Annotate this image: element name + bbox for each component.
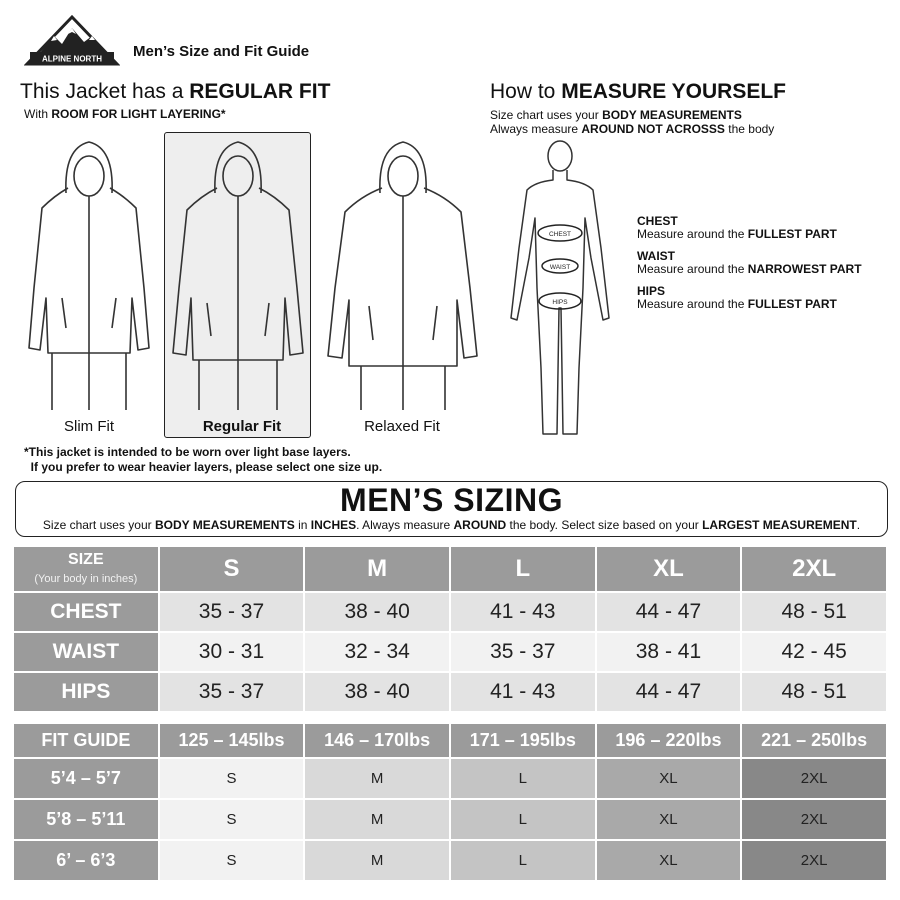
measure-instructions: Size chart uses your BODY MEASUREMENTS Always measure AROUND NOT ACROSSS the body xyxy=(490,108,775,136)
figure-label-chest: CHEST xyxy=(548,231,572,238)
measure-hips: HIPS Measure around the FULLEST PART xyxy=(637,284,837,311)
body-measurement-figure xyxy=(505,138,615,438)
table-cell: 38 - 41 xyxy=(597,633,741,671)
table-cell: 41 - 43 xyxy=(451,593,595,631)
relaxed-fit-jacket-icon xyxy=(325,138,480,413)
measure-heading: How to MEASURE YOURSELF xyxy=(490,80,787,103)
weight-header: 221 – 250lbs xyxy=(742,724,886,757)
alpine-north-logo xyxy=(24,14,120,68)
table-cell: L xyxy=(451,800,595,839)
fit-option-slim: Slim Fit xyxy=(64,418,114,435)
fit-option-relaxed: Relaxed Fit xyxy=(364,418,440,435)
fit-corner-header: FIT GUIDE xyxy=(14,724,158,757)
figure-label-hips: HIPS xyxy=(552,299,568,306)
table-cell: M xyxy=(305,841,449,880)
table-cell: XL xyxy=(597,841,741,880)
table-cell: S xyxy=(160,800,304,839)
table-cell: S xyxy=(160,841,304,880)
table-cell: 2XL xyxy=(742,841,886,880)
slim-fit-jacket-icon xyxy=(24,138,154,413)
weight-header: 146 – 170lbs xyxy=(305,724,449,757)
table-cell: 41 - 43 xyxy=(451,673,595,711)
table-cell: L xyxy=(451,841,595,880)
weight-header: 171 – 195lbs xyxy=(451,724,595,757)
table-cell: S xyxy=(160,759,304,798)
measure-waist: WAIST Measure around the NARROWEST PART xyxy=(637,249,862,276)
table-cell: 44 - 47 xyxy=(597,673,741,711)
fit-header-row xyxy=(14,724,886,757)
table-cell: 44 - 47 xyxy=(597,593,741,631)
table-row xyxy=(14,759,886,798)
layering-note: *This jacket is intended to be worn over light base layers. If you prefer to wear heavier layers, please select one size up. xyxy=(24,445,383,474)
size-header: XL xyxy=(597,547,741,591)
fit-guide-table xyxy=(12,722,888,882)
size-corner-header: SIZE (Your body in inches) xyxy=(14,547,158,591)
table-cell: 48 - 51 xyxy=(742,593,886,631)
figure-label-waist: WAIST xyxy=(549,264,571,271)
height-label: 5’8 – 5’11 xyxy=(14,800,158,839)
table-cell: 38 - 40 xyxy=(305,593,449,631)
table-cell: XL xyxy=(597,800,741,839)
size-header: 2XL xyxy=(742,547,886,591)
size-chart-table xyxy=(12,545,888,713)
logo-text: ALPINE NORTH xyxy=(42,54,102,64)
table-cell: L xyxy=(451,759,595,798)
table-cell: 32 - 34 xyxy=(305,633,449,671)
fit-subheading: With ROOM FOR LIGHT LAYERING* xyxy=(24,107,226,121)
table-cell: M xyxy=(305,759,449,798)
size-header: L xyxy=(451,547,595,591)
table-cell: 30 - 31 xyxy=(160,633,304,671)
table-row-waist xyxy=(14,633,886,671)
sizing-title: MEN’S SIZING xyxy=(340,482,563,518)
table-row xyxy=(14,841,886,880)
row-label-waist: WAIST xyxy=(14,633,158,671)
sizing-instructions: Size chart uses your BODY MEASUREMENTS in INCHES. Always measure AROUND the body. Select size based on your LARGEST MEASUREMENT. xyxy=(42,518,861,532)
measure-chest: CHEST Measure around the FULLEST PART xyxy=(637,214,837,241)
table-cell: 35 - 37 xyxy=(160,593,304,631)
row-label-chest: CHEST xyxy=(14,593,158,631)
regular-fit-jacket-icon xyxy=(171,138,306,413)
table-cell: 35 - 37 xyxy=(160,673,304,711)
height-label: 6’ – 6’3 xyxy=(14,841,158,880)
weight-header: 196 – 220lbs xyxy=(597,724,741,757)
table-cell: M xyxy=(305,800,449,839)
size-header-row xyxy=(14,547,886,591)
table-cell: 42 - 45 xyxy=(742,633,886,671)
table-row xyxy=(14,800,886,839)
table-row-hips xyxy=(14,673,886,711)
table-cell: 2XL xyxy=(742,759,886,798)
fit-option-regular: Regular Fit xyxy=(202,418,282,435)
table-cell: 2XL xyxy=(742,800,886,839)
sizing-banner xyxy=(15,481,888,537)
fit-heading: This Jacket has a REGULAR FIT xyxy=(20,80,331,103)
height-label: 5’4 – 5’7 xyxy=(14,759,158,798)
weight-header: 125 – 145lbs xyxy=(160,724,304,757)
table-row-chest xyxy=(14,593,886,631)
table-cell: XL xyxy=(597,759,741,798)
table-cell: 38 - 40 xyxy=(305,673,449,711)
table-cell: 48 - 51 xyxy=(742,673,886,711)
size-header: S xyxy=(160,547,304,591)
guide-title: Men’s Size and Fit Guide xyxy=(133,43,310,60)
table-cell: 35 - 37 xyxy=(451,633,595,671)
row-label-hips: HIPS xyxy=(14,673,158,711)
size-header: M xyxy=(305,547,449,591)
